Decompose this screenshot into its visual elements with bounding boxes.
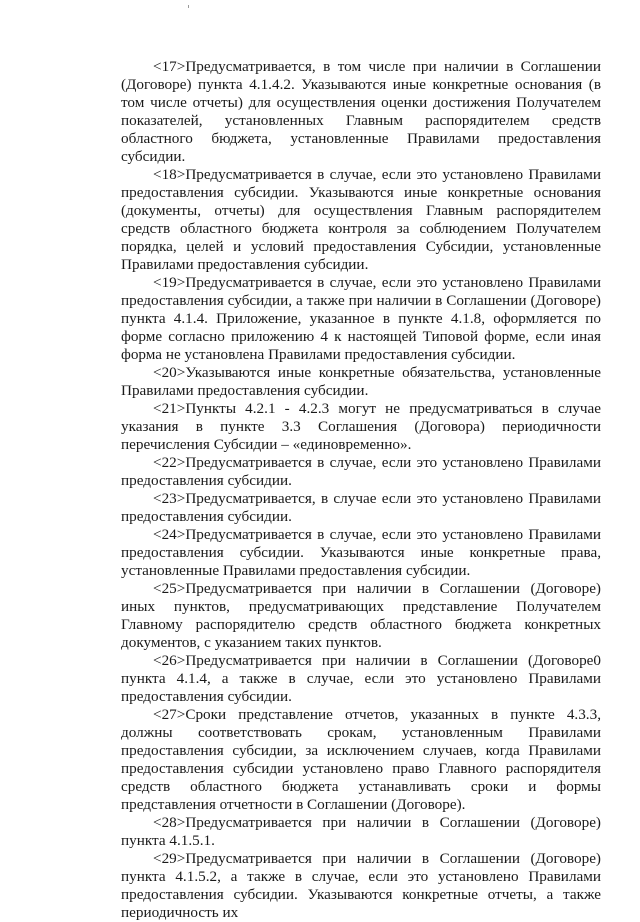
footnote-17: <17>Предусматривается, в том числе при наличии в Соглашении (Договоре) пункта 4.1.4.2. Указываются иные конкретные основания (в том числе отчеты) для осуществления оценки достижения Получателем показателей, установленных Главным распорядителем средств областного бюджета, установленные Правилами предоставления субсидии.	[121, 58, 601, 165]
footnote-18: <18>Предусматривается в случае, если это установлено Правилами предоставления субсидии. Указываются иные конкретные основания (документы, отчеты) для осуществления Главным распорядителем средств областного бюджета контроля за соблюдением Получателем порядка, целей и условий предоставления Субсидии, установленные Правилами предоставления субсидии.	[121, 166, 601, 273]
footnote-26: <26>Предусматривается при наличии в Соглашении (Договоре0 пункта 4.1.4, а также в случае, если это установлено Правилами предоставления субсидии.	[121, 652, 601, 705]
footnote-23: <23>Предусматривается, в случае если это установлено Правилами предоставления субсидии.	[121, 490, 601, 525]
footnote-19: <19>Предусматривается в случае, если это установлено Правилами предоставления субсидии, а также при наличии в Соглашении (Договоре) пункта 4.1.4. Приложение, указанное в пункте 4.1.8, оформляется по форме согласно приложению 4 к настоящей Типовой форме, если иная форма не установлена Правилами предоставления субсидии.	[121, 274, 601, 363]
document-page	[121, 58, 601, 922]
footnote-21: <21>Пункты 4.2.1 - 4.2.3 могут не предусматриваться в случае указания в пункте 3.3 Соглашения (Договора) периодичности перечисления Субсидии – «единовременно».	[121, 400, 601, 453]
footnote-20: <20>Указываются иные конкретные обязательства, установленные Правилами предоставления субсидии.	[121, 364, 601, 399]
scan-mark	[188, 5, 189, 8]
footnote-28: <28>Предусматривается при наличии в Соглашении (Договоре) пункта 4.1.5.1.	[121, 814, 601, 849]
footnote-24: <24>Предусматривается в случае, если это установлено Правилами предоставления субсидии. Указываются иные конкретные права, установленные Правилами предоставления субсидии.	[121, 526, 601, 579]
footnote-27: <27>Сроки представление отчетов, указанных в пункте 4.3.3, должны соответствовать срокам, установленным Правилами предоставления субсидии, за исключением случаев, когда Правилами предоставления субсидии установлено право Главного распорядителя средств областного бюджета устанавливать сроки и формы представления отчетности в Соглашении (Договоре).	[121, 706, 601, 813]
footnote-29: <29>Предусматривается при наличии в Соглашении (Договоре) пункта 4.1.5.2, а также в случае, если это установлено Правилами предоставления субсидии. Указываются конкретные отчеты, а также периодичность их	[121, 850, 601, 921]
footnote-22: <22>Предусматривается в случае, если это установлено Правилами предоставления субсидии.	[121, 454, 601, 489]
footnote-25: <25>Предусматривается при наличии в Соглашении (Договоре) иных пунктов, предусматривающих представление Получателем Главному распорядителю средств областного бюджета конкретных документов, с указанием таких пунктов.	[121, 580, 601, 651]
